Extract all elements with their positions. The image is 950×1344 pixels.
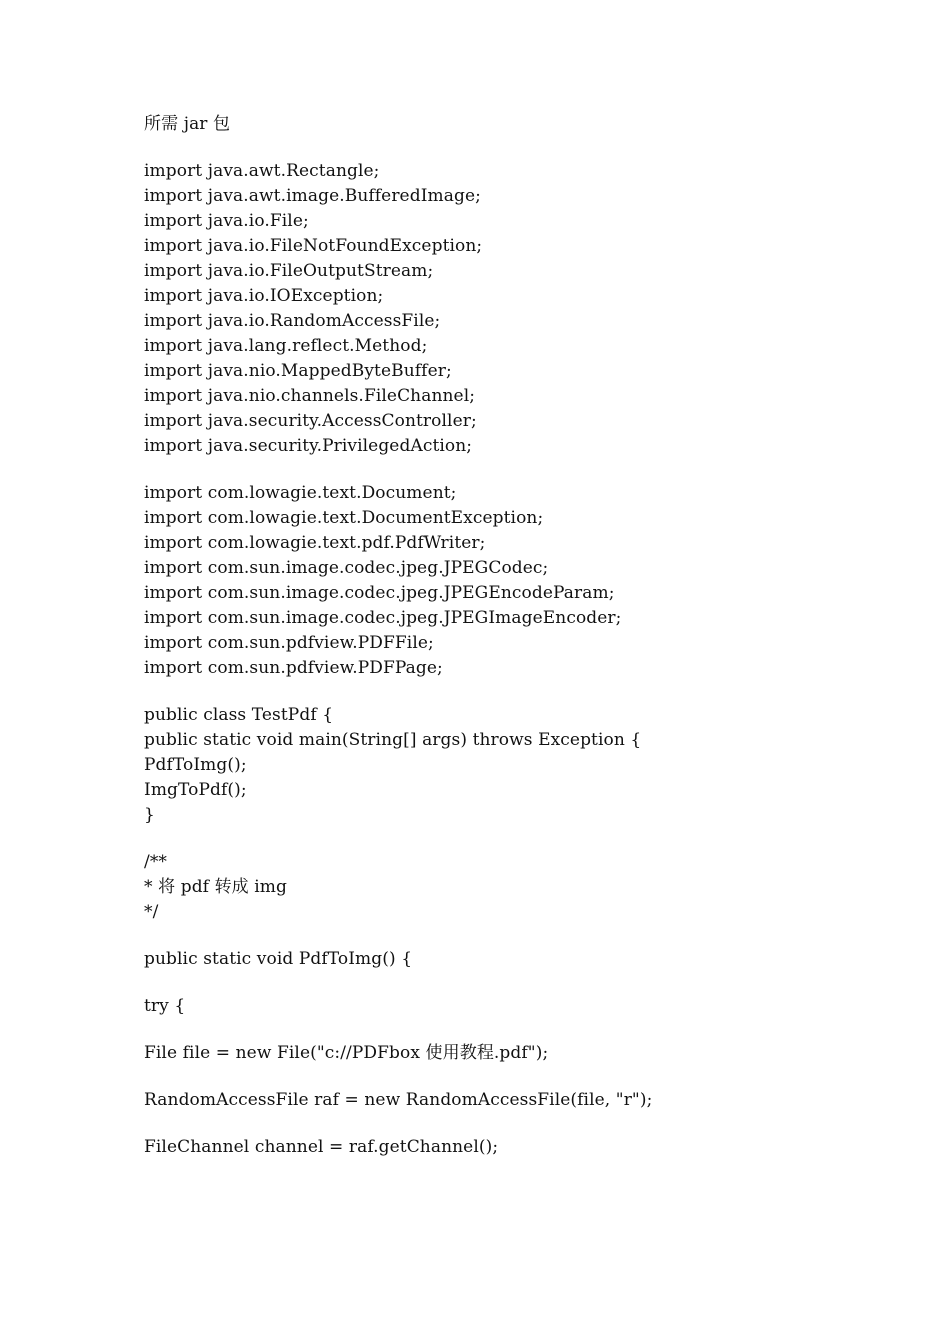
code-line: import com.sun.pdfview.PDFFile; — [144, 633, 434, 653]
code-line: public class TestPdf { — [144, 705, 334, 725]
code-line: import com.lowagie.text.DocumentException; — [144, 508, 544, 528]
java-imports-block — [144, 159, 864, 459]
code-line: import com.sun.image.codec.jpeg.JPEGEncodeParam; — [144, 583, 615, 603]
spacer — [144, 828, 864, 850]
code-line: ImgToPdf(); — [144, 780, 247, 800]
code-line: import java.io.IOException; — [144, 286, 384, 306]
code-line: import java.nio.channels.FileChannel; — [144, 386, 476, 406]
code-line: import java.io.FileNotFoundException; — [144, 236, 483, 256]
code-line: import com.lowagie.text.pdf.PdfWriter; — [144, 533, 486, 553]
comment-block — [144, 850, 864, 925]
code-line: import java.lang.reflect.Method; — [144, 336, 428, 356]
code-line: import java.security.AccessController; — [144, 411, 477, 431]
raf-line: RandomAccessFile raf = new RandomAccessFile(file, "r"); — [144, 1090, 653, 1110]
code-line: import java.io.File; — [144, 211, 309, 231]
code-line: import java.io.FileOutputStream; — [144, 261, 434, 281]
code-line: /** — [144, 852, 168, 872]
library-imports-block — [144, 481, 864, 681]
code-line: import java.awt.image.BufferedImage; — [144, 186, 481, 206]
code-line: */ — [144, 902, 159, 922]
code-line: import java.security.PrivilegedAction; — [144, 436, 473, 456]
try-line: try { — [144, 996, 186, 1016]
spacer — [144, 1019, 864, 1041]
code-line: import com.sun.image.codec.jpeg.JPEGCodec; — [144, 558, 549, 578]
spacer — [144, 681, 864, 703]
spacer — [144, 925, 864, 947]
code-line: import com.sun.pdfview.PDFPage; — [144, 658, 443, 678]
document-content — [144, 112, 864, 1160]
code-line: import com.lowagie.text.Document; — [144, 483, 457, 503]
code-line: public static void main(String[] args) throws Exception { — [144, 730, 642, 750]
code-line: import java.nio.MappedByteBuffer; — [144, 361, 452, 381]
spacer — [144, 972, 864, 994]
channel-line: FileChannel channel = raf.getChannel(); — [144, 1137, 499, 1157]
spacer — [144, 459, 864, 481]
spacer — [144, 1113, 864, 1135]
code-line: import java.awt.Rectangle; — [144, 161, 380, 181]
file-line: File file = new File("c://PDFbox 使用教程.pdf"); — [144, 1043, 549, 1063]
code-line: import com.sun.image.codec.jpeg.JPEGImageEncoder; — [144, 608, 622, 628]
heading: 所需 jar 包 — [144, 114, 231, 134]
spacer — [144, 137, 864, 159]
class-block — [144, 703, 864, 828]
code-line: import java.io.RandomAccessFile; — [144, 311, 441, 331]
spacer — [144, 1066, 864, 1088]
method-declaration: public static void PdfToImg() { — [144, 949, 413, 969]
code-line: PdfToImg(); — [144, 755, 247, 775]
code-line: * 将 pdf 转成 img — [144, 877, 288, 897]
code-line: } — [144, 805, 155, 825]
